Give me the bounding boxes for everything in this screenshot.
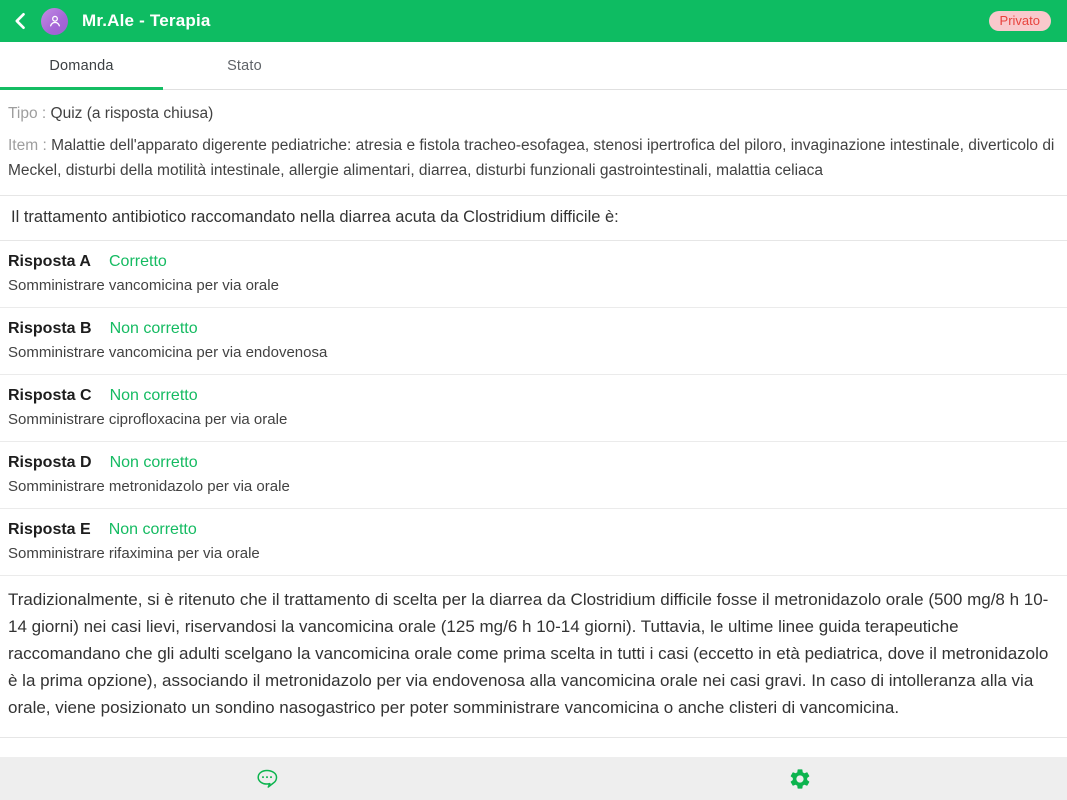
footer-right [534,757,1067,800]
answer-label: Risposta B [8,320,92,337]
tipo-label: Tipo : [8,105,47,122]
answer-status: Non corretto [109,320,198,337]
answer-text: Somministrare vancomicina per via orale [8,277,279,294]
answer-row-e [0,509,1067,576]
answer-text: Somministrare metronidazolo per via orale [8,478,290,495]
answer-status: Non corretto [109,387,198,404]
chevron-left-icon [11,11,31,31]
tab-bar [0,42,1067,90]
gear-icon [788,767,812,791]
chat-button[interactable] [254,766,280,792]
answer-label: Risposta D [8,454,92,471]
tipo-value: Quiz (a risposta chiusa) [50,105,214,122]
answer-row-c [0,375,1067,442]
privacy-badge: Privato [989,11,1051,31]
answer-head [8,521,1057,539]
chat-icon [254,766,280,792]
bottom-toolbar [0,757,1067,800]
answer-status: Non corretto [108,521,197,538]
answer-text: Somministrare rifaximina per via orale [8,545,260,562]
answer-text: Somministrare vancomicina per via endovenosa [8,344,328,361]
person-icon [46,12,64,30]
answer-status: Non corretto [109,454,198,471]
tab-stato[interactable]: Stato [227,57,262,74]
item-value: Malattie dell'apparato digerente pediatriche: atresia e fistola tracheo-esofagea, stenosi ipertrofica del piloro, invaginazione intestinale, diverticolo di Meckel, disturbi della motilità intestinale, allergie alimentari, diarrea, disturbi funzionali gastrointestinali, malattia celiaca [8,137,1055,179]
question-meta [0,90,1067,196]
answer-head [8,253,1057,271]
answer-status: Corretto [108,253,167,270]
page-title: Mr.Ale - Terapia [82,11,211,30]
answer-head [8,320,1057,338]
item-line [8,133,1057,183]
back-button[interactable] [8,8,34,34]
footer-left [0,757,534,800]
answers-list [0,241,1067,576]
answer-head [8,454,1057,472]
answer-label: Risposta E [8,521,91,538]
answer-row-a [0,241,1067,308]
answer-head [8,387,1057,405]
answer-row-b [0,308,1067,375]
explanation-text: Tradizionalmente, si è ritenuto che il trattamento di scelta per la diarrea da Clostridium difficile fosse il metronidazolo orale (500 mg/8 h 10-14 giorni) nei casi lievi, riservandosi la vancomicina orale (125 mg/6 h 10-14 giorni). Tuttavia, le ultime linee guida terapeutiche raccomandano che gli adulti scelgano la vancomicina orale come prima scelta in tutti i casi (eccetto in età pediatrica, dove il metronidazolo è la prima opzione), associando il metronidazolo per via endovenosa alla vancomicina orale nei casi gravi. In caso di intolleranza alla via orale, viene posizionato un sondino nasogastrico per poter somministrare vancomicina o anche clisteri di vancomicina. [0,576,1067,738]
settings-button[interactable] [787,766,813,792]
answer-label: Risposta C [8,387,92,404]
header-bar [0,0,1067,42]
question-text: Il trattamento antibiotico raccomandato nella diarrea acuta da Clostridium difficile è: [0,196,1067,241]
answer-text: Somministrare ciprofloxacina per via orale [8,411,288,428]
answer-row-d [0,442,1067,509]
tipo-line [8,101,1057,126]
avatar[interactable] [41,8,68,35]
tab-domanda[interactable]: Domanda [0,42,163,89]
item-label: Item : [8,137,47,154]
answer-label: Risposta A [8,253,91,270]
